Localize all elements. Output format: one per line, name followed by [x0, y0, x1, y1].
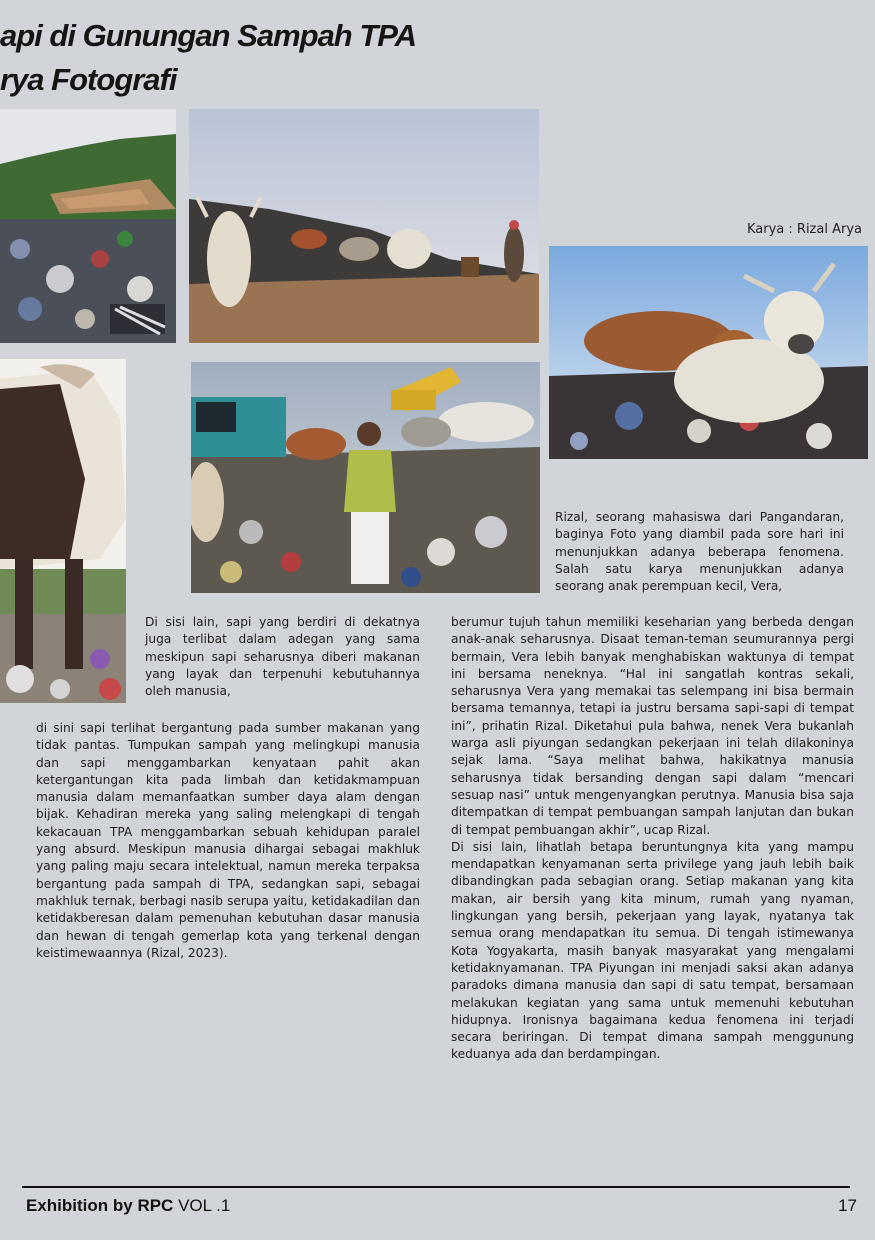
paragraph-right-2: Di sisi lain, lihatlah betapa beruntungnya kita yang mampu mendapatkan kenyamanan serta privilege yang jauh lebih baik dibandingkan pada sebagian orang. Setiap makanan yang kita makan, air bersih yang kita minum, rumah yang nyaman, lingkungan yang bersih, pekerjaan yang layak, nyatanya tak semua orang mendapatkan itu semua. Di tengah istimewanya Kota Yogyakarta, masih banyak masyarakat yang mengalami ketidaknyamanan. TPA Piyungan ini menjadi saksi akan adanya paradoks dimana manusia dan sapi di satu tempat, bersamaan melakukan kegiatan yang sama untuk memenuhi kebutuhan hidupnya. Ironisnya bagaimana kedua fenomena ini terjadi secara beriringan. Di tempat dimana sampah menggunung keduanya ada dan berdampingan.: [451, 839, 854, 1062]
page-number: 17: [838, 1196, 857, 1215]
photo-cows-resting: [549, 246, 868, 459]
footer-divider: [22, 1186, 850, 1188]
photo-cows-landfill: [189, 109, 539, 343]
footer-brand-name: Exhibition by RPC: [26, 1196, 174, 1215]
paragraph-left: di sini sapi terlihat bergantung pada sumber makanan yang tidak pantas. Tumpukan sampah yang melingkupi manusia dan sapi menggambarkan kenyataan pahit akan ketergantungan kita pada limbah dan ketidakmampuan manusia dalam memanfaatkan sumber daya alam dengan bijak. Kehadiran mereka yang saling melengkapi di tengah kekacauan TPA menggambarkan sebuah kehidupan paralel yang absurd. Meskipun manusia dihargai sebagai makhluk yang paling maju secara intelektual, namun mereka terpaksa bergantung pada sampah di TPA, sedangkan sapi, sebagai makhluk ternak, berbagi nasib serupa yaitu, ketidakadilan dan ketidakberesan dalam pemenuhan kebutuhan dasar manusia dan hewan di tengah gemerlap kota yang terkenal dengan keistimewaannya (Rizal, 2023).: [36, 721, 420, 960]
right-column: [451, 614, 854, 1064]
page-title-line-1: api di Gunungan Sampah TPA: [0, 18, 417, 53]
footer-brand: [26, 1196, 230, 1216]
paragraph-middle: Di sisi lain, sapi yang berdiri di dekatnya juga terlibat dalam adegan yang sama meskipun sapi seharusnya diberi makanan yang layak dan terpenuhi kebutuhannya oleh manusia,: [145, 615, 420, 699]
footer-volume: VOL .1: [178, 1196, 231, 1215]
paragraph-right-intro: Rizal, seorang mahasiswa dari Pangandaran, baginya Foto yang diambil pada sore hari ini menunjukkan adanya beberapa fenomena. Salah satu karya menunjukkan adanya seorang anak perempuan kecil, Vera,: [555, 510, 844, 594]
photo-cow-closeup: [0, 359, 126, 703]
photo-credit: Karya : Rizal Arya: [747, 222, 862, 237]
page-title-line-2: rya Fotografi: [0, 62, 177, 97]
photo-girl-with-cows: [191, 362, 540, 593]
paragraph-right-1: berumur tujuh tahun memiliki keseharian yang berbeda dengan anak-anak seharusnya. Disaat teman-teman seumurannya pergi bermain, Vera lebih banyak menghabiskan waktunya di tempat ini bersama neneknya. “Hal ini sangatlah kontras sekali, seharusnya Vera yang memakai tas selempang ini bisa bermain bersama temannya, tetapi ia justru bersama sapi-sapi di tempat ini”, prihatin Rizal. Diketahui pula bahwa, nenek Vera bukanlah warga asli piyungan sedangkan pekerjaan ini telah dilakoninya sejak lama. “Saya melihat bahwa, hakikatnya manusia seharusnya tidak bersanding dengan sapi dalam “mencari sesuap nasi” untuk mengenyangkan perutnya. Manusia bisa saja ditempatkan di tempat pembuangan sampah lanjutan dan bukan di tempat pembuangan akhir”, ucap Rizal.: [451, 615, 854, 837]
photo-landfill-hillside: [0, 109, 176, 343]
